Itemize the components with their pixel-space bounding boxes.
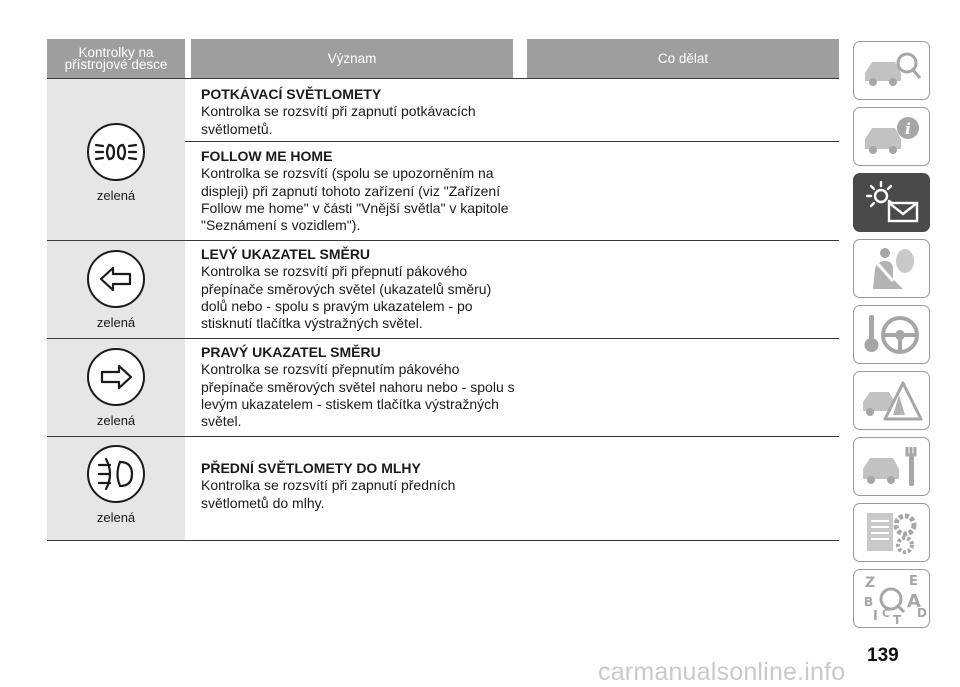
entry-front-fog [201,460,521,512]
warning-lights-icon [859,179,925,227]
index-letter: I [872,608,878,624]
car-search-icon [859,47,925,95]
entry-text: Kontrolka se rozsvítí (spolu se upozorněním na displeji) při zapnutí tohoto zařízení (viz "Zařízení Follow me home" v části "Vnější světla" v kapitole "Seznámení s vozidlem"). [201,165,509,234]
tab-car-info[interactable] [853,107,930,166]
car-warning-triangle-icon [859,377,925,425]
indicator-left-turn [47,250,185,330]
low-beam-icon [87,123,145,181]
indicator-color-label: zelená [96,315,136,330]
indicator-color-label: zelená [96,188,136,203]
specs-gears-icon [859,509,925,557]
tab-car-search[interactable] [853,41,930,100]
tab-warning-lights[interactable] [853,173,930,232]
row-divider [185,141,839,142]
index-letter: D [916,605,927,620]
entry-right-turn [201,344,521,430]
index-letter: T [892,612,901,627]
entry-follow-me-home [201,148,521,234]
table-bottom-rule [47,540,839,541]
alphabet-index-icon [859,573,925,625]
header-action: Co dělat [527,39,839,78]
page-number: 139 [867,645,899,666]
indicator-right-turn [47,348,185,428]
tab-steering-wheel-key[interactable] [853,305,930,364]
entry-text: Kontrolka se rozsvítí přepnutím pákového přepínače směrových světel nahoru nebo - spolu s levým ukazatelem - stiskem tlačítka výstražných světel. [201,361,515,430]
entry-left-turn [201,246,521,332]
tab-alphabet-index[interactable] [853,569,930,628]
left-arrow-icon [87,250,145,308]
header-meaning: Význam [191,39,513,78]
entry-title: FOLLOW ME HOME [201,148,333,164]
car-wrench-icon [859,443,925,491]
index-letter: Z [864,574,875,591]
tab-car-warning-triangle[interactable] [853,371,930,430]
watermark: carmanualsonline.info [598,658,846,686]
car-info-icon [859,113,925,161]
entry-title: PŘEDNÍ SVĚTLOMETY DO MLHY [201,460,421,476]
svg-text:i: i [904,119,911,138]
entry-text: Kontrolka se rozsvítí při přepnutí pákového přepínače směrových světel (ukazatelů směru) dolů nebo - spolu s pravým ukazatelem - po stisknutí tlačítka výstražných světel. [201,263,492,332]
entry-low-beam [201,86,521,138]
steering-wheel-key-icon [859,311,925,359]
row-divider [47,338,839,339]
index-letter: E [908,573,918,589]
entry-title: POTKÁVACÍ SVĚTLOMETY [201,86,382,102]
indicator-color-label: zelená [96,413,136,428]
tab-seatbelt-airbag[interactable] [853,239,930,298]
row-divider [47,436,839,437]
row-divider [47,240,839,241]
entry-text: Kontrolka se rozsvítí při zapnutí potkávacích světlometů. [201,103,476,137]
tab-car-wrench[interactable] [853,437,930,496]
indicator-low-beam [47,123,185,203]
entry-title: LEVÝ UKAZATEL SMĚRU [201,246,371,262]
front-fog-light-icon [87,445,145,503]
header-indicators: Kontrolky na přístrojové desce [47,39,185,78]
indicator-color-label: zelená [96,510,136,525]
indicator-front-fog [47,445,185,525]
right-arrow-icon [87,348,145,406]
index-letter: A [906,590,921,612]
tab-specs-gears[interactable] [853,503,930,562]
index-letter: B [863,594,873,609]
seatbelt-airbag-icon [859,245,925,293]
entry-title: PRAVÝ UKAZATEL SMĚRU [201,344,381,360]
index-letter: C [881,606,890,620]
header-rule [47,78,839,79]
entry-text: Kontrolka se rozsvítí při zapnutí předních světlometů do mlhy. [201,477,456,511]
